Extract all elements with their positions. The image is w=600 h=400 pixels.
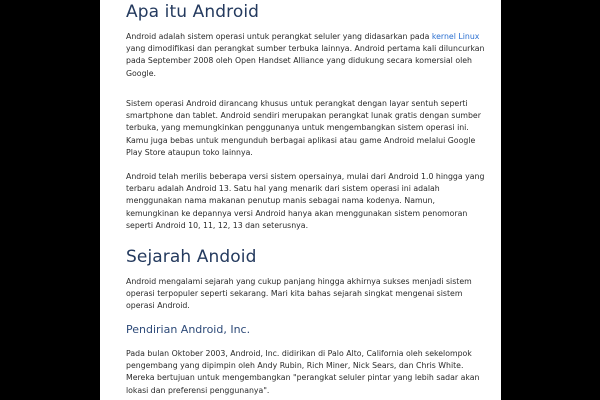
paragraph-history-intro: Android mengalami sejarah yang cukup panjang hingga akhirnya sukses menjadi sistem operasi terpopuler seperti sekarang. Mari kita bahas sejarah singkat mengenai sistem operasi Android. (126, 277, 472, 311)
heading-sejarah-android: Sejarah Andoid (126, 247, 257, 267)
paragraph-intro-text-start: Android adalah sistem operasi untuk perangkat seluler yang didasarkan pada (126, 32, 432, 41)
article-page (100, 0, 501, 400)
paragraph-intro-text-end: yang dimodifikasi dan perangkat sumber terbuka lainnya. Android pertama kali diluncurkan pada September 2008 oleh Open Handset Alliance yang didukung secara komersial oleh Google. (126, 44, 485, 78)
paragraph-founding: Pada bulan Oktober 2003, Android, Inc. didirikan di Palo Alto, California oleh sekelompok pengembang yang dipimpin oleh Andy Rubin, Rich Miner, Nick Sears, dan Chris White. Mereka bertujuan untuk mengembangkan "perangkat seluler pintar yang lebih sadar akan lokasi dan preferensi penggunanya". (126, 349, 480, 395)
heading-apa-itu-android: Apa itu Android (126, 2, 260, 22)
paragraph-design: Sistem operasi Android dirancang khusus untuk perangkat dengan layar sentuh seperti smartphone dan tablet. Android sendiri merupakan perangkat lunak gratis dengan sumber terbuka, yang memungkinkan penggunanya untuk mengembangkan sistem operasi ini. Kamu juga bebas untuk mengunduh berbagai aplikasi atau game Android melalui Google Play Store ataupun toko lainnya. (126, 99, 481, 157)
kernel-linux-link[interactable]: kernel Linux (431, 32, 480, 41)
subheading-pendirian: Pendirian Android, Inc. (126, 323, 251, 336)
paragraph-versions: Android telah merilis beberapa versi sistem opersainya, mulai dari Android 1.0 hingga yang terbaru adalah Android 13. Satu hal yang menarik dari sistem operasi ini adalah menggunakan nama makanan penutup manis sebagai nama kodenya. Namun, kemungkinan ke depannya versi Android hanya akan menggunakan sistem penomoran seperti Android 10, 11, 12, 13 dan seterusnya. (126, 172, 485, 230)
paragraph-intro (126, 31, 486, 80)
